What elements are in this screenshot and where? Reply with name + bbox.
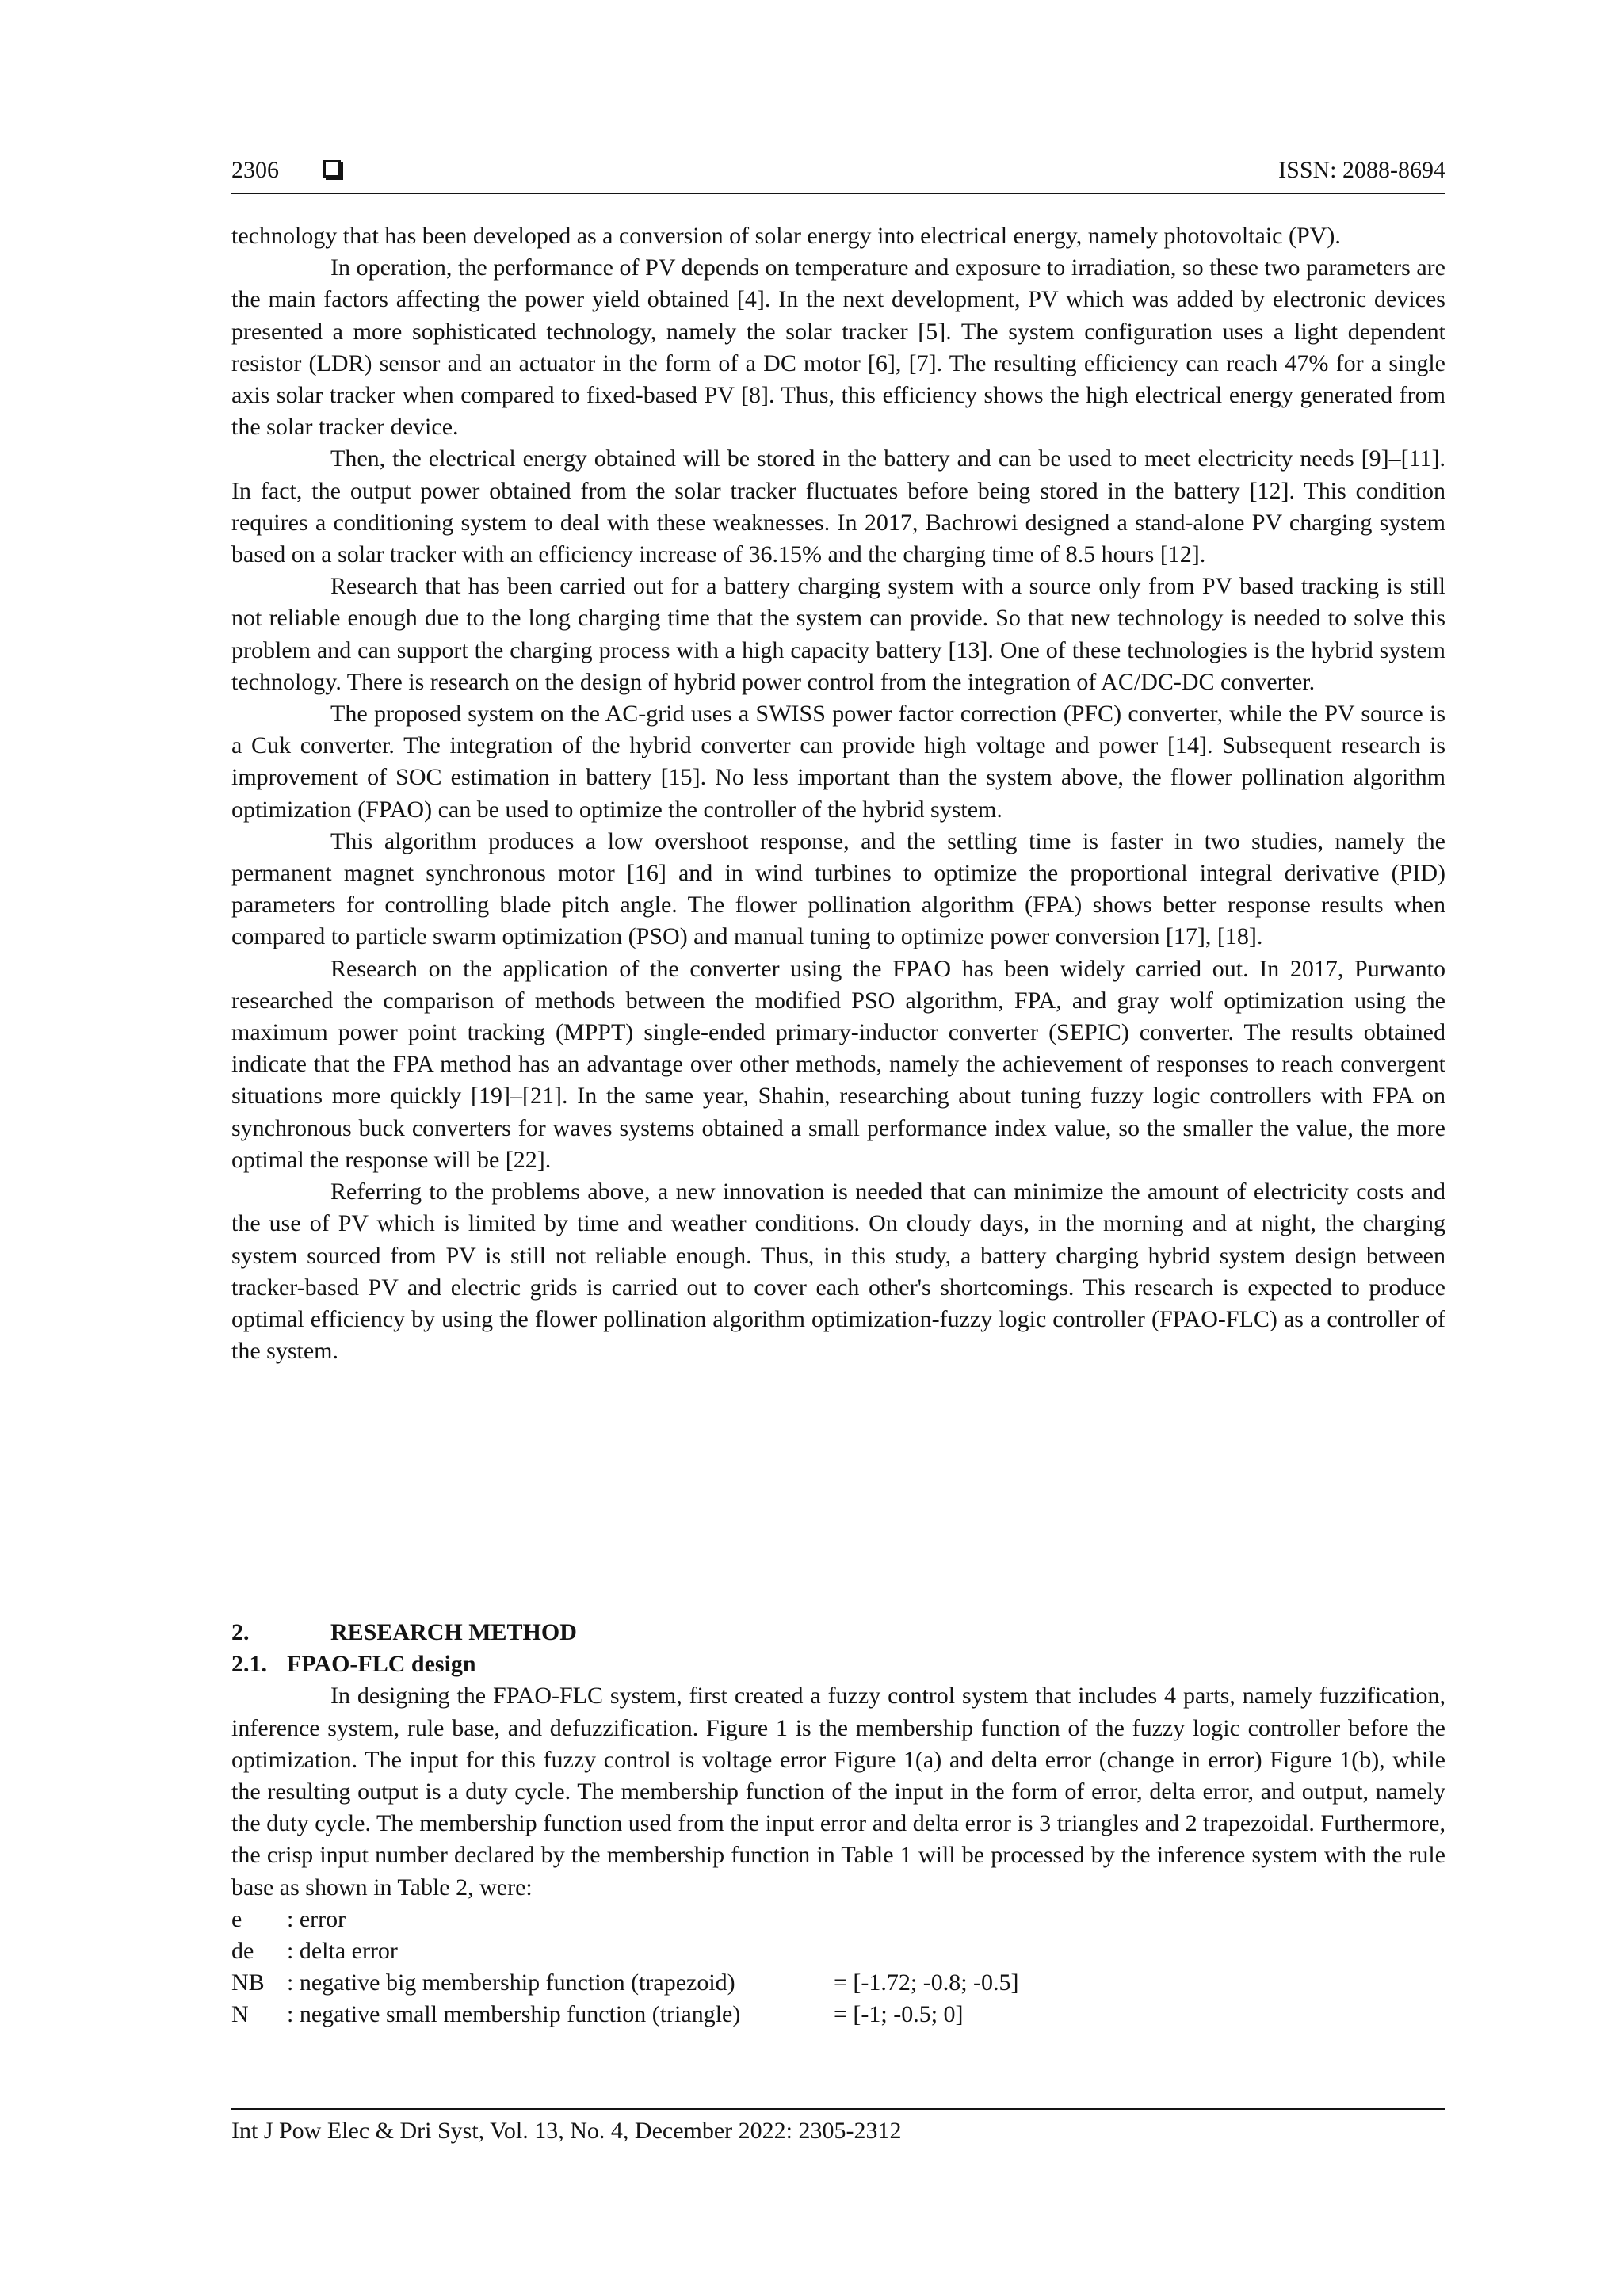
paragraph: In operation, the performance of PV depends on temperature and exposure to irradiation, so these two parameters are the main factors affecting the power yield obtained [4]. In the next development, PV which was added by electronic devices presented a more sophisticated technology, namely the solar tracker [5]. The system configuration uses a light dependent resistor (LDR) sensor and an actuator in the form of a DC motor [6], [7]. The resulting efficiency can reach 47% for a single axis solar tracker when compared to fixed-based PV [8]. Thus, this efficiency shows the high electrical energy generated from the solar tracker device.	[231, 254, 1445, 441]
definition-desc: : error	[287, 1905, 346, 1932]
definition-value: = [-1.72; -0.8; -0.5]	[834, 1969, 1019, 1996]
header-rule	[231, 193, 1445, 194]
paragraph: In designing the FPAO-FLC system, first created a fuzzy control system that includes 4 parts, namely fuzzification, inference system, rule base, and defuzzification. Figure 1 is the membership function of the fuzzy logic controller before the optimization. The input for this fuzzy control is voltage error Figure 1(a) and delta error (change in error) Figure 1(b), while the resulting output is a duty cycle. The membership function of the input in the form of error, delta error, and output, namely the duty cycle. The membership function used from the input error and delta error is 3 triangles and 2 trapezoidal. Furthermore, the crisp input number declared by the membership function in Table 1 will be processed by the inference system with the rule base as shown in Table 2, were:	[231, 1683, 1445, 1901]
definition-row	[231, 1967, 1445, 1999]
definition-row	[231, 1999, 1445, 2030]
footer-rule	[231, 2108, 1445, 2110]
page-footer: Int J Pow Elec & Dri Syst, Vol. 13, No. 4, December 2022: 2305-2312	[231, 2118, 902, 2144]
definition-desc: : negative big membership function (trapezoid)	[287, 1969, 735, 1996]
paragraph: This algorithm produces a low overshoot response, and the settling time is faster in two studies, namely the permanent magnet synchronous motor [16] and in wind turbines to optimize the proportional integral derivative (PID) parameters for controlling blade pitch angle. The flower pollination algorithm (FPA) shows better response results when compared to particle swarm optimization (PSO) and manual tuning to optimize power conversion [17], [18].	[231, 827, 1445, 950]
intro-body	[231, 220, 1445, 1367]
paragraph: Research that has been carried out for a battery charging system with a source only from PV based tracking is still not reliable enough due to the long charging time that the system can provide. So that new technology is needed to solve this problem and can support the charging process with a high capacity battery [13]. One of these technologies is the hybrid system technology. There is research on the design of hybrid power control from the integration of AC/DC-DC converter.	[231, 573, 1445, 695]
paragraph: Then, the electrical energy obtained will be stored in the battery and can be used to meet electricity needs [9]–[11]. In fact, the output power obtained from the solar tracker fluctuates before being stored in the battery [12]. This condition requires a conditioning system to deal with these weaknesses. In 2017, Bachrowi designed a stand-alone PV charging system based on a solar tracker with an efficiency increase of 36.15% and the charging time of 8.5 hours [12].	[231, 445, 1445, 568]
subsection-title: FPAO-FLC design	[287, 1651, 476, 1678]
definition-desc: : negative small membership function (triangle)	[287, 2001, 741, 2028]
paragraph: Referring to the problems above, a new innovation is needed that can minimize the amount of electricity costs and the use of PV which is limited by time and weather conditions. On cloudy days, in the morning and at night, the charging system sourced from PV is still not reliable enough. Thus, in this study, a battery charging hybrid system design between tracker-based PV and electric grids is carried out to cover each other's shortcomings. This research is expected to produce optimal efficiency by using the flower pollination algorithm optimization-fuzzy logic controller (FPAO-FLC) as a controller of the system.	[231, 1179, 1445, 1365]
definition-row	[231, 1935, 1445, 1967]
definition-term: NB	[231, 1969, 265, 1996]
issn-label: ISSN: 2088-8694	[1278, 157, 1445, 183]
subsection-number: 2.1.	[231, 1651, 267, 1678]
journal-page	[231, 0, 1445, 2296]
definition-term: N	[231, 2001, 249, 2028]
subsection-heading	[231, 1648, 1445, 1680]
section-heading	[231, 1617, 1445, 1648]
section-title: RESEARCH METHOD	[330, 1619, 577, 1645]
page-header	[231, 155, 1445, 193]
research-method-section	[231, 1617, 1445, 2031]
paragraph: The proposed system on the AC-grid uses a SWISS power factor correction (PFC) converter, while the PV source is a Cuk converter. The integration of the hybrid converter can provide high voltage and power [14]. Subsequent research is improvement of SOC estimation in battery [15]. No less important than the system above, the flower pollination algorithm optimization (FPAO) can be used to optimize the controller of the hybrid system.	[231, 701, 1445, 823]
definition-row	[231, 1904, 1445, 1935]
page-number: 2306	[231, 157, 279, 183]
section-number: 2.	[231, 1619, 250, 1645]
definition-value: = [-1; -0.5; 0]	[834, 2001, 964, 2028]
definition-list	[231, 1904, 1445, 2031]
definition-desc: : delta error	[287, 1938, 398, 1965]
paragraph: technology that has been developed as a conversion of solar energy into electrical energy, namely photovoltaic (PV).	[231, 223, 1341, 249]
square-bullet-icon	[323, 160, 341, 178]
definition-term: e	[231, 1905, 242, 1932]
definition-term: de	[231, 1938, 254, 1965]
paragraph: Research on the application of the converter using the FPAO has been widely carried out. In 2017, Purwanto researched the comparison of methods between the modified PSO algorithm, FPA, and gray wolf optimization using the maximum power point tracking (MPPT) single-ended primary-inductor converter (SEPIC) converter. The results obtained indicate that the FPA method has an advantage over other methods, namely the achievement of responses to reach convergent situations more quickly [19]–[21]. In the same year, Shahin, researching about tuning fuzzy logic controllers with FPA on synchronous buck converters for waves systems obtained a small performance index value, so the smaller the value, the more optimal the response will be [22].	[231, 955, 1445, 1173]
